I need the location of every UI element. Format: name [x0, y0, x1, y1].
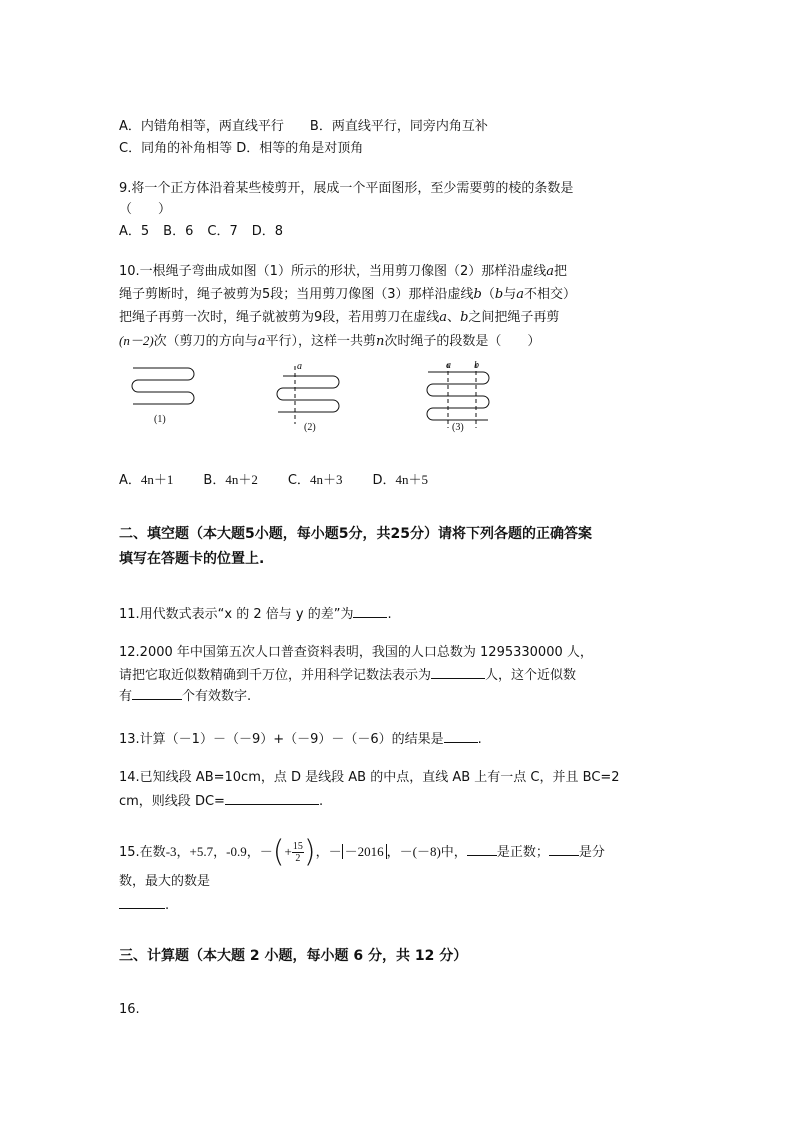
q10-var-n: n	[375, 334, 385, 349]
q8-options-line2: C．同角的补角相等 D．相等的角是对顶角	[119, 141, 364, 156]
q10-option-c: C．4n＋3	[287, 472, 343, 488]
q9-option-d: D．8	[251, 224, 284, 239]
q10-option-b: B．4n＋2	[203, 472, 258, 488]
q15-answer-blank-1[interactable]	[467, 842, 497, 856]
q14-answer-blank[interactable]	[225, 791, 319, 805]
cut-label-a: a	[297, 361, 302, 372]
section2-heading-line1: 二、填空题（本大题5小题，每小题5分，共25分）请将下列各题的正确答案	[119, 526, 592, 542]
q12-text: 个有效数字.	[182, 689, 252, 704]
q10-text: 绳子剪断时，绳子被剪为5段；当用剪刀像图（3）那样沿虚线	[119, 287, 474, 302]
q16-number: 16.	[119, 1002, 140, 1017]
q12-line1: 12.2000 年中国第五次人口普查资料表明，我国的人口总数为 1295330000 人，	[119, 645, 593, 660]
q10-text: 次（剪刀的方向与	[153, 334, 258, 349]
q10-rope-figures	[118, 358, 498, 440]
q13	[119, 729, 482, 749]
q10-line3	[119, 309, 559, 327]
q10-options	[119, 471, 428, 490]
q15-number: -3	[165, 844, 177, 859]
q15-line3	[119, 895, 169, 915]
q10-text: （	[481, 287, 495, 302]
q12-line3	[119, 686, 251, 706]
q10-var-a: a	[546, 264, 554, 279]
q10-text: 与	[503, 287, 517, 302]
q10-text: 平行），这样一共剪	[265, 334, 376, 349]
q10-var-b: b	[460, 310, 469, 325]
q14-text: .	[318, 794, 324, 809]
q15-number: -0.9	[226, 844, 247, 859]
q15-number: +5.7	[189, 844, 214, 859]
rope-figure-2	[277, 366, 339, 424]
rope-figure-1	[132, 368, 194, 404]
cut-label-b: b	[474, 360, 479, 371]
q10-var-b: b	[473, 287, 482, 302]
q10-var-a: a	[516, 287, 524, 302]
q10-text: 次时绳子的段数是（ ）	[384, 334, 541, 349]
q11	[119, 604, 392, 624]
q9-option-a: A．5	[119, 224, 150, 239]
q10-var-a: a	[439, 310, 448, 325]
q15-text: 中，	[440, 845, 467, 860]
q15-line2: 数，最大的数是	[119, 874, 211, 889]
q14-line1: 14.已知线段 AB=10cm，点 D 是线段 AB 的中点，直线 AB 上有一点 C，并且 BC=2	[119, 770, 620, 785]
q15-answer-blank-3[interactable]	[119, 895, 165, 909]
q10-line2	[119, 286, 576, 304]
q12-text: 人，这个近似数	[485, 668, 577, 683]
q10-line4	[119, 332, 540, 351]
q10-text: 10.一根绳子弯曲成如图（1）所示的形状，当用剪刀像图（2）那样沿虚线	[119, 264, 547, 279]
q10-var-a: a	[257, 334, 266, 349]
q12-line2	[119, 665, 576, 685]
q13-answer-blank[interactable]	[444, 729, 478, 743]
q15-fraction: $\frac{15}{2}$	[292, 841, 303, 864]
rope-figure-3	[427, 364, 489, 428]
q11-answer-blank[interactable]	[353, 604, 387, 618]
q15-text: 是正数；	[496, 845, 549, 860]
q10-math-n-minus-2: (n－2)	[119, 333, 154, 348]
cut-label-a: a	[446, 360, 451, 371]
q12-answer-blank-2[interactable]	[132, 686, 182, 700]
section2-heading-line2: 填写在答题卡的位置上.	[119, 551, 265, 567]
q9-option-b: B．6	[163, 224, 194, 239]
figure-label-2: (2)	[304, 422, 316, 433]
q15-sign: +	[284, 844, 292, 859]
q13-text: 13.计算（－1）－（－9）+（－9）－（－6）的结果是	[119, 732, 444, 747]
q11-text: 11.用代数式表示“x 的 2 倍与 y 的差”为	[119, 607, 354, 622]
q14-line2	[119, 791, 323, 811]
q10-line1	[119, 263, 567, 281]
q10-text: 、	[447, 310, 461, 325]
q8-options-line1	[119, 118, 488, 136]
q12-text: 请把它取近似数精确到千万位，并用科学记数法表示为	[119, 668, 432, 683]
q9-stem: 9.将一个正方体沿着某些棱剪开，展成一个平面图形，至少需要剪的棱的条数是	[119, 181, 574, 196]
q15-line1: 15.在数-3，+5.7，-0.9，－(+ $\frac{15}{2}$ )，－ －2016 ，－(－8)中， 是正数； 是分	[119, 834, 605, 870]
q11-text: .	[387, 607, 392, 622]
q12-text: 有	[119, 689, 133, 704]
q10-text: 之间把绳子再剪	[468, 310, 560, 325]
q15-sign: －	[259, 844, 273, 859]
q8-option-b: B．两直线平行，同旁内角互补	[309, 119, 488, 134]
q15-text: .	[165, 898, 170, 913]
q15-answer-blank-2[interactable]	[549, 842, 579, 856]
q15-absolute-value: －2016	[342, 844, 387, 859]
q15-text: 15.在数	[119, 845, 166, 860]
q10-var-b: b	[494, 287, 504, 302]
q15-number: －(－8)	[399, 844, 441, 859]
figure-label-3: (3)	[452, 422, 464, 433]
q9-answer-paren: （ ）	[119, 202, 172, 217]
q13-text: .	[477, 732, 482, 747]
section3-heading: 三、计算题（本大题 2 小题，每小题 6 分，共 12 分）	[119, 948, 468, 964]
q9-option-c: C．7	[207, 224, 238, 239]
q8-option-a: A．内错角相等，两直线平行	[119, 119, 284, 134]
q10-text: 不相交）	[524, 287, 577, 302]
figure-label-1: (1)	[154, 414, 166, 425]
q15-text: 是分	[578, 845, 605, 860]
q10-text: 把绳子再剪一次时，绳子就被剪为9段，若用剪刀在虚线	[119, 310, 440, 325]
q15-sign: －	[328, 844, 342, 859]
q12-answer-blank-1[interactable]	[431, 665, 485, 679]
q14-text: cm，则线段 DC=	[119, 794, 225, 809]
q9-options	[119, 223, 283, 241]
q10-option-a: A．4n＋1	[119, 472, 174, 488]
q10-option-d: D．4n＋5	[372, 472, 428, 488]
q10-text: 把	[553, 264, 567, 279]
